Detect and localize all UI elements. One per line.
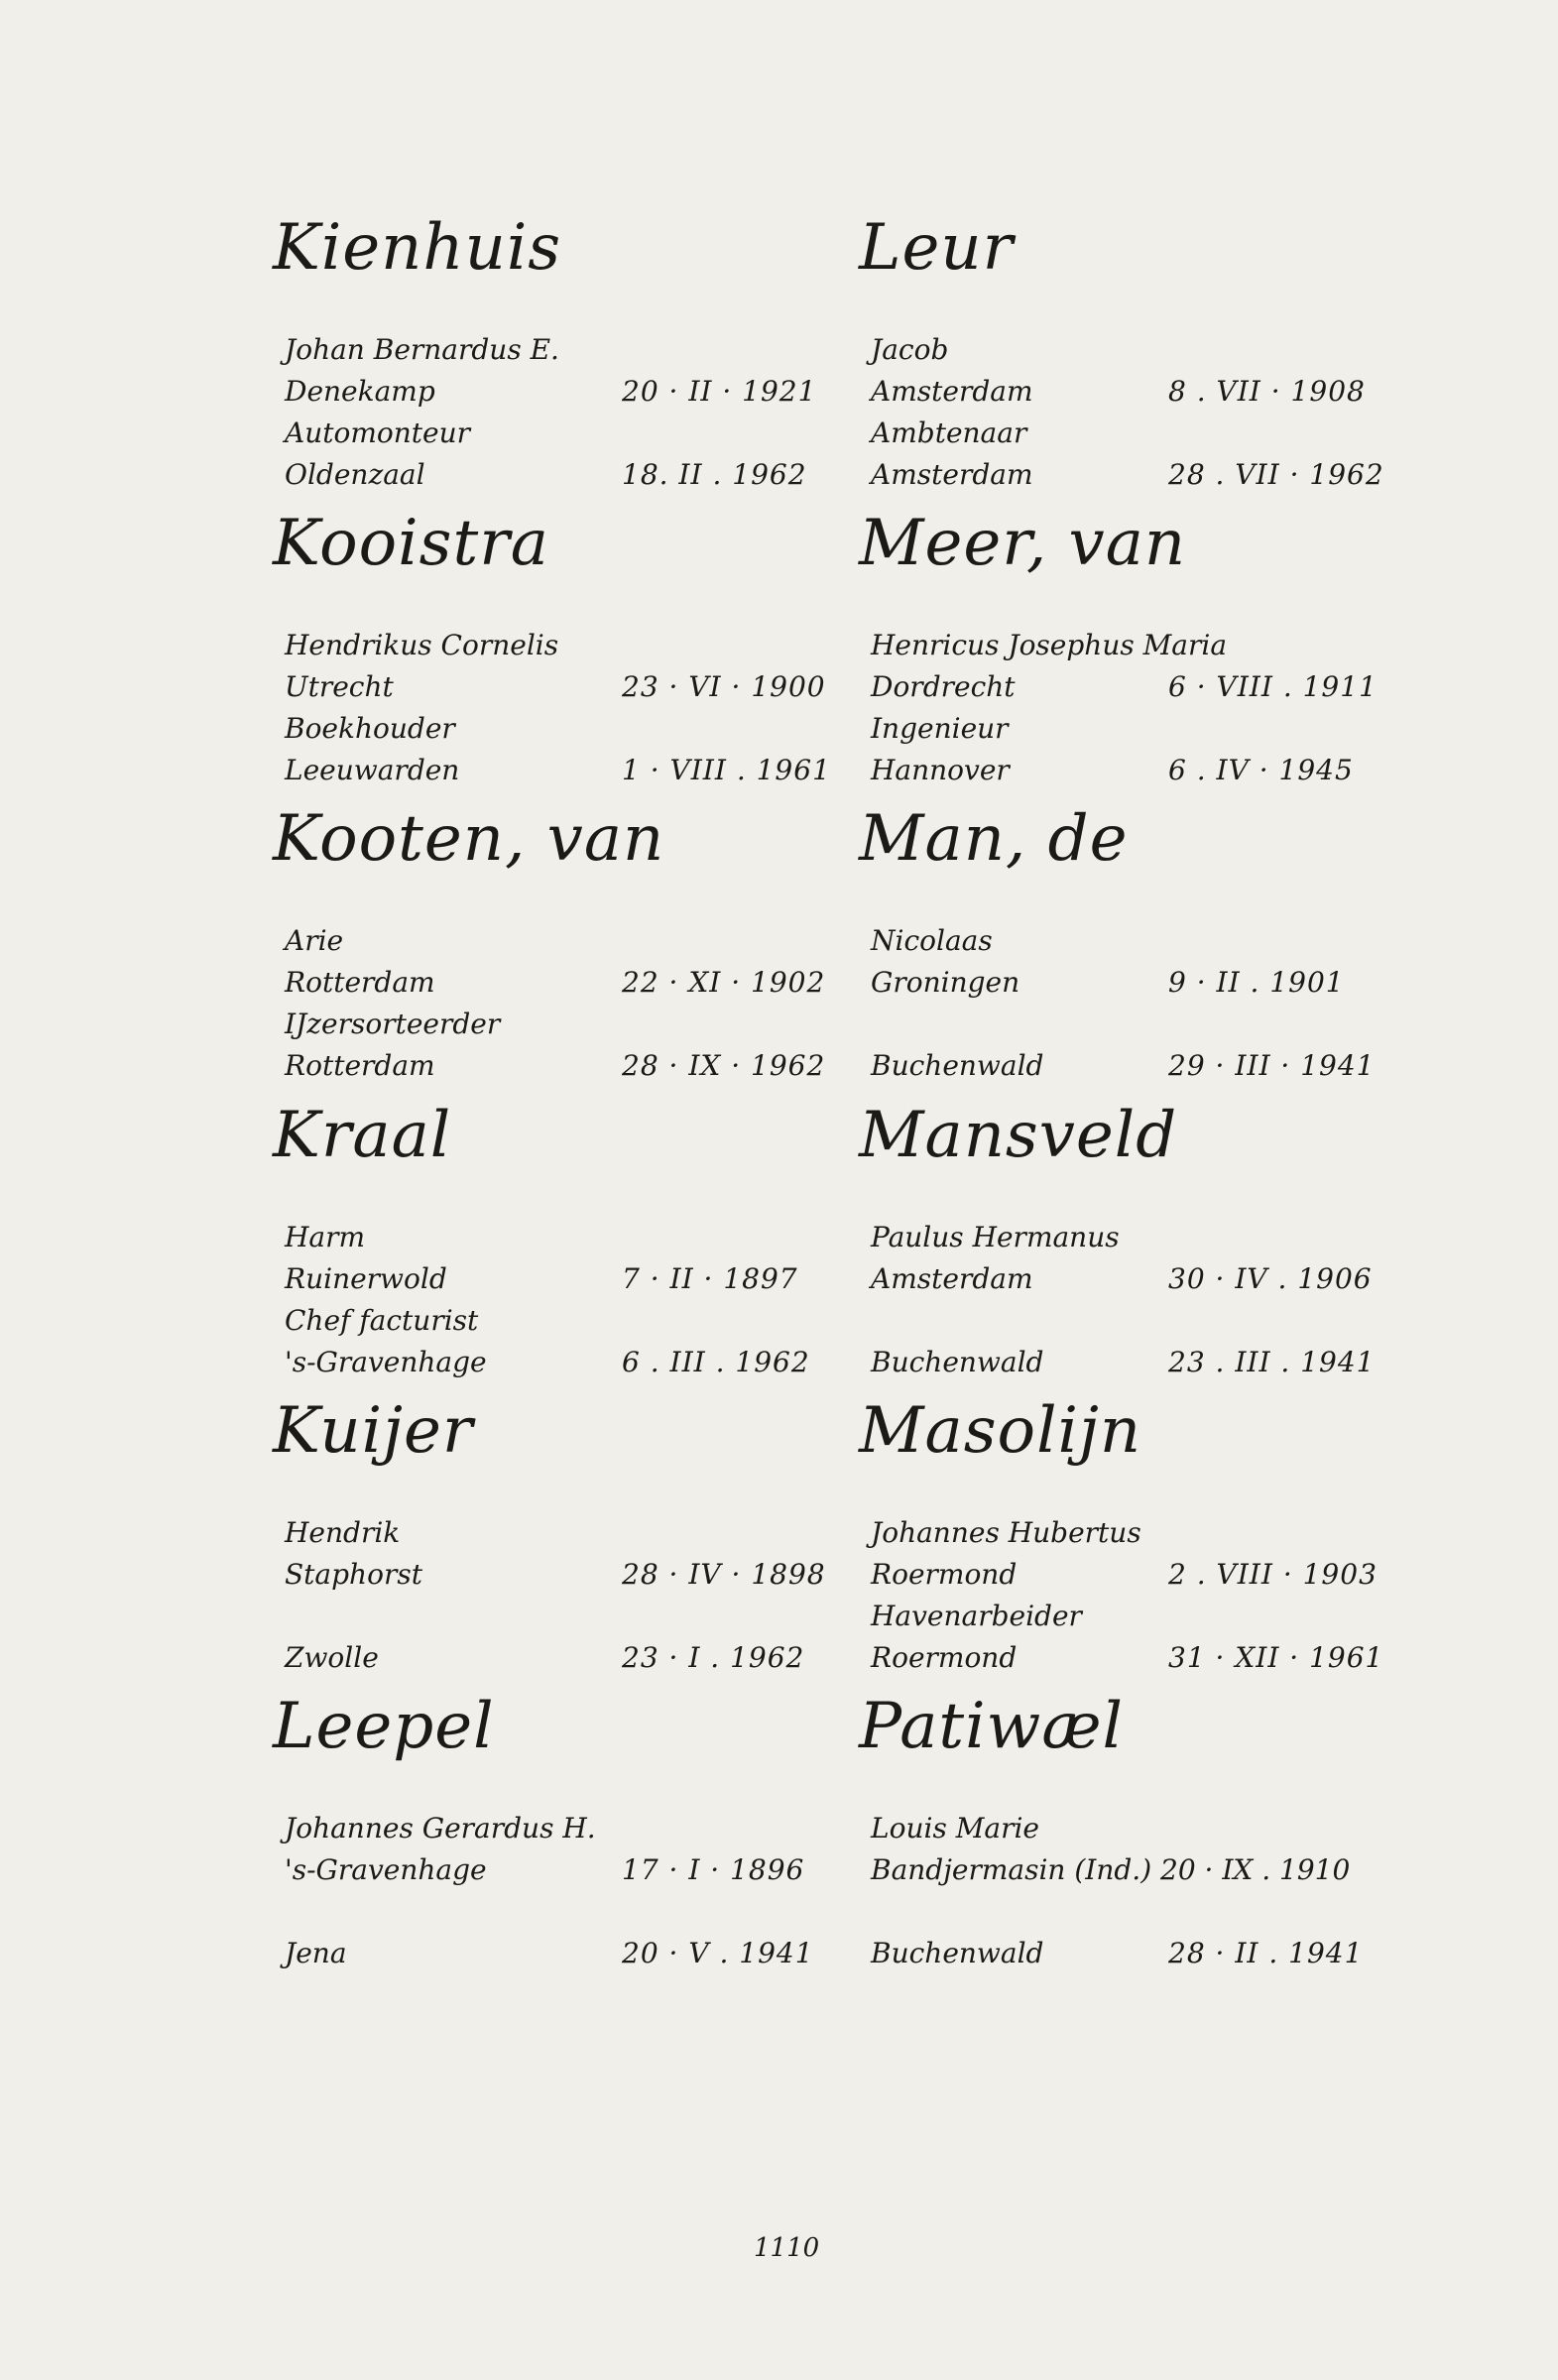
birth-date: 8 . VII · 1908	[1168, 375, 1366, 408]
given-names-line	[871, 1513, 1426, 1553]
birth-line	[285, 1259, 840, 1299]
birth-place: Amsterdam	[871, 375, 1033, 408]
given-names-line	[285, 626, 840, 665]
death-line	[285, 455, 840, 495]
death-line	[285, 1934, 840, 1973]
occupation-line	[285, 1892, 840, 1932]
given-names: Johan Bernardus E.	[285, 333, 559, 366]
death-place: Roermond	[871, 1641, 1018, 1674]
occupation: Boekhouder	[285, 712, 455, 745]
birth-date: 23 · VI · 1900	[622, 670, 826, 703]
occupation-line	[285, 1597, 840, 1636]
birth-line	[871, 963, 1426, 1003]
birth-line	[871, 1555, 1426, 1595]
surname-heading: Masolijn	[859, 1394, 1142, 1468]
given-names-line	[285, 330, 840, 370]
death-line	[871, 1343, 1426, 1382]
death-place: Zwolle	[285, 1641, 379, 1674]
given-names-line	[871, 626, 1426, 665]
death-place: 's-Gravenhage	[285, 1346, 487, 1378]
death-place: Oldenzaal	[285, 458, 425, 491]
occupation-line	[285, 1005, 840, 1044]
given-names-line	[871, 921, 1426, 961]
birth-line	[285, 1850, 840, 1890]
death-date: 6 . III . 1962	[622, 1346, 810, 1378]
occupation: Automonteur	[285, 416, 471, 449]
birth-line	[285, 1555, 840, 1595]
given-names-line	[285, 1809, 840, 1848]
occupation-line	[871, 1892, 1426, 1932]
birth-place: Amsterdam	[871, 1262, 1033, 1295]
occupation-line	[871, 414, 1426, 453]
birth-line	[285, 667, 840, 707]
birth-place: 's-Gravenhage	[285, 1853, 487, 1886]
birth-date: 22 · XI · 1902	[622, 966, 826, 999]
birth-date: 6 · VIII . 1911	[1168, 670, 1378, 703]
death-place: Jena	[285, 1937, 347, 1969]
surname-heading: Mansveld	[859, 1099, 1178, 1172]
surname-heading: Kooten, van	[273, 802, 665, 876]
death-date: 23 . III . 1941	[1168, 1346, 1376, 1378]
given-names-line	[871, 330, 1426, 370]
given-names: Jacob	[871, 333, 949, 366]
death-place: Buchenwald	[871, 1346, 1044, 1378]
death-date: 6 . IV · 1945	[1168, 754, 1354, 786]
death-date: 20 · V . 1941	[622, 1937, 814, 1969]
surname-heading: Kraal	[273, 1099, 452, 1172]
occupation-line	[285, 414, 840, 453]
birth-place: Utrecht	[285, 670, 394, 703]
birth-place: Staphorst	[285, 1558, 422, 1591]
death-line	[871, 455, 1426, 495]
death-date: 29 · III · 1941	[1168, 1049, 1376, 1082]
occupation-line	[285, 709, 840, 749]
given-names: Johannes Gerardus H.	[285, 1812, 596, 1844]
occupation: IJzersorteerder	[285, 1008, 501, 1040]
birth-place: Roermond	[871, 1558, 1018, 1591]
given-names: Paulus Hermanus	[871, 1221, 1120, 1253]
surname-heading: Patiwæl	[859, 1690, 1124, 1763]
birth-date: 9 · II . 1901	[1168, 966, 1345, 999]
death-line	[285, 1638, 840, 1678]
given-names-line	[871, 1218, 1426, 1257]
occupation: Havenarbeider	[871, 1600, 1082, 1632]
death-date: 23 · I . 1962	[622, 1641, 805, 1674]
death-place: Rotterdam	[285, 1049, 435, 1082]
surname-heading: Kienhuis	[273, 211, 562, 285]
death-line	[285, 751, 840, 790]
death-place: Amsterdam	[871, 458, 1033, 491]
birth-place: Groningen	[871, 966, 1020, 999]
given-names: Nicolaas	[871, 924, 993, 957]
surname-heading: Leur	[859, 211, 1015, 285]
birth-line	[871, 1259, 1426, 1299]
death-date: 28 . VII · 1962	[1168, 458, 1384, 491]
surname-heading: Man, de	[859, 802, 1129, 876]
surname-heading: Leepel	[273, 1690, 495, 1763]
given-names: Harm	[285, 1221, 366, 1253]
death-place: Buchenwald	[871, 1049, 1044, 1082]
birth-place: Ruinerwold	[285, 1262, 447, 1295]
given-names: Johannes Hubertus	[871, 1516, 1141, 1549]
death-place: Leeuwarden	[285, 754, 460, 786]
birth-line	[285, 963, 840, 1003]
birth-date: 28 · IV · 1898	[622, 1558, 826, 1591]
death-date: 28 · II . 1941	[1168, 1937, 1364, 1969]
given-names: Hendrik	[285, 1516, 401, 1549]
birth-date: 17 · I · 1896	[622, 1853, 805, 1886]
given-names: Arie	[285, 924, 344, 957]
given-names: Hendrikus Cornelis	[285, 629, 559, 661]
given-names-line	[871, 1809, 1426, 1848]
death-line	[871, 1638, 1426, 1678]
death-date: 31 · XII · 1961	[1168, 1641, 1384, 1674]
birth-place: Dordrecht	[871, 670, 1016, 703]
given-names-line	[285, 921, 840, 961]
occupation-line	[871, 1597, 1426, 1636]
birth-date: 20 · II · 1921	[622, 375, 817, 408]
birth-date: 7 · II · 1897	[622, 1262, 798, 1295]
occupation: Ambtenaar	[871, 416, 1027, 449]
death-line	[871, 1046, 1426, 1086]
birth-line	[285, 372, 840, 412]
given-names-line	[285, 1513, 840, 1553]
death-place: Buchenwald	[871, 1937, 1044, 1969]
occupation-line	[871, 709, 1426, 749]
birth-place: Denekamp	[285, 375, 435, 408]
given-names-line	[285, 1218, 840, 1257]
birth-line	[871, 667, 1426, 707]
occupation-line	[871, 1301, 1426, 1341]
occupation-line	[871, 1005, 1426, 1044]
death-line	[871, 1934, 1426, 1973]
death-date: 28 · IX · 1962	[622, 1049, 826, 1082]
death-date: 18. II . 1962	[622, 458, 807, 491]
surname-heading: Kooistra	[273, 507, 549, 580]
birth-place: Bandjermasin (Ind.) 20 · IX . 1910	[871, 1853, 1351, 1886]
given-names: Henricus Josephus Maria	[871, 629, 1228, 661]
occupation: Chef facturist	[285, 1304, 479, 1337]
birth-line	[871, 372, 1426, 412]
death-date: 1 · VIII . 1961	[622, 754, 831, 786]
birth-place: Rotterdam	[285, 966, 435, 999]
death-line	[871, 751, 1426, 790]
surname-heading: Kuijer	[273, 1394, 474, 1468]
occupation-line	[285, 1301, 840, 1341]
given-names: Louis Marie	[871, 1812, 1039, 1844]
death-place: Hannover	[871, 754, 1010, 786]
page-number: 1110	[754, 2233, 820, 2263]
birth-date: 30 · IV . 1906	[1168, 1262, 1373, 1295]
occupation: Ingenieur	[871, 712, 1009, 745]
death-line	[285, 1046, 840, 1086]
birth-date: 2 . VIII · 1903	[1168, 1558, 1378, 1591]
surname-heading: Meer, van	[859, 507, 1187, 580]
death-line	[285, 1343, 840, 1382]
birth-line	[871, 1850, 1426, 1890]
